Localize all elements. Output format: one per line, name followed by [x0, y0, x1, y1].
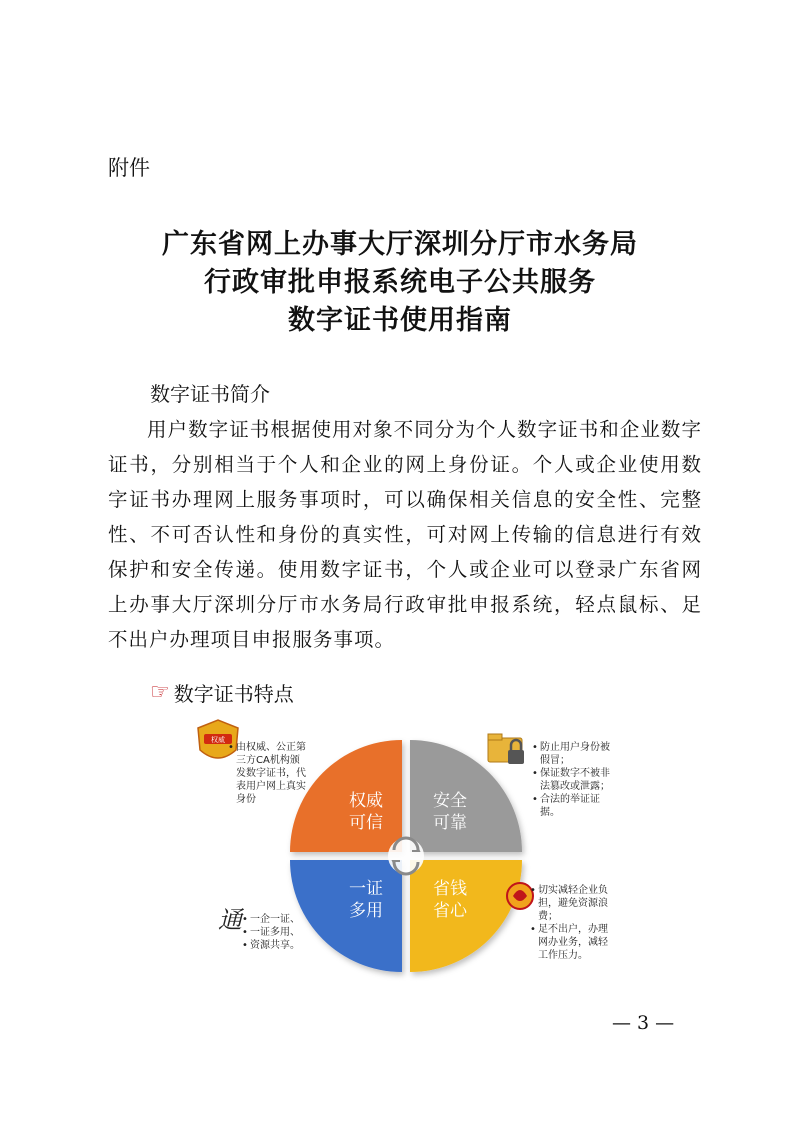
note-top-left	[228, 741, 308, 806]
attachment-label: 附件	[108, 156, 150, 180]
quadrant-top-right-line1: 安全	[433, 791, 467, 811]
note-item: • 合法的举证证据。	[532, 793, 612, 819]
note-item: • 一证多用、	[242, 926, 322, 939]
note-top-right	[532, 741, 612, 819]
doc-title-line-2: 行政审批申报系统电子公共服务	[204, 267, 596, 298]
refresh-arrows-icon	[389, 838, 423, 874]
doc-title-line-3: 数字证书使用指南	[288, 305, 512, 336]
note-item: • 防止用户身份被假冒；	[532, 741, 612, 767]
badge-label: 权威	[211, 736, 225, 744]
quadrant-top-left-line1: 权威	[349, 791, 383, 811]
note-item: • 资源共享。	[242, 939, 322, 952]
note-item: • 由权威、公正第三方CA机构颁发数字证书，代表用户网上真实身份	[228, 741, 308, 806]
features-heading: 数字证书特点	[173, 682, 294, 706]
quadrant-bottom-left-line2: 多用	[349, 901, 383, 921]
quadrant-bottom-right-line1: 省钱	[433, 879, 467, 899]
quadrant-top-right-line2: 可靠	[433, 813, 467, 833]
page-number: — 3 —	[612, 1012, 675, 1034]
pointing-hand-icon: ☞	[150, 680, 170, 705]
note-bottom-right	[530, 884, 610, 962]
quadrant-bottom-right-line2: 省心	[433, 901, 467, 921]
quadrant-top-left-line2: 可信	[349, 813, 383, 833]
intro-paragraph: 用户数字证书根据使用对象不同分为个人数字证书和企业数字证书，分别相当于个人和企业的网上身份证。个人或企业使用数字证书办理网上服务事项时，可以确保相关信息的安全性、完整性、不可否认性和身份的真实性，可对网上传输的信息进行有效保护和安全传递。使用数字证书，个人或企业可以登录广东省网上办事大厅深圳分厅市水务局行政审批申报系统，轻点鼠标、足不出户办理项目申报服务事项。	[108, 418, 702, 651]
doc-title-line-1: 广东省网上办事大厅深圳分厅市水务局	[162, 229, 638, 260]
note-item: • 足不出户，办理网办业务，减轻工作压力。	[530, 923, 610, 962]
lock-folder-icon	[488, 734, 524, 764]
note-item: • 保证数字不被非法篡改或泄露；	[532, 767, 612, 793]
quadrant-bottom-left-line1: 一证	[349, 879, 383, 899]
calligraphy-char: 通	[218, 906, 242, 934]
note-item: • 一企一证、	[242, 913, 322, 926]
note-bottom-left	[242, 913, 322, 952]
note-item: • 切实减轻企业负担，避免资源浪费；	[530, 884, 610, 923]
features-heading-row	[150, 678, 294, 707]
intro-heading: 数字证书简介	[150, 382, 270, 406]
